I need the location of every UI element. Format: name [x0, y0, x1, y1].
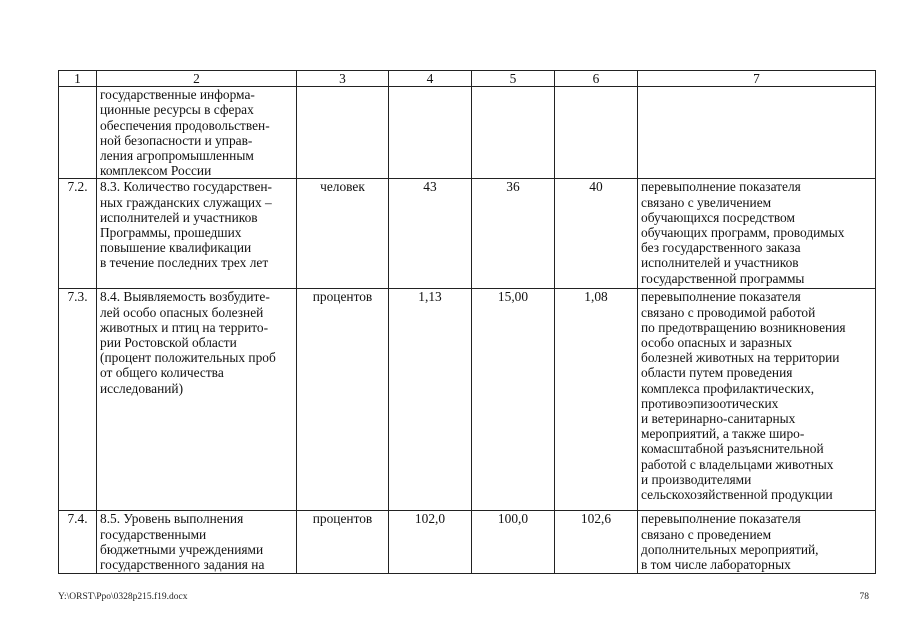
table-row	[59, 87, 876, 179]
unit-cell	[297, 87, 389, 179]
footer-file-path: Y:\ORST\Ppo\0328p215.f19.docx	[58, 592, 188, 602]
value-col-4: 43	[389, 179, 472, 289]
note-cell: перевыполнение показателя связано с увеличением обучающихся посредством обучающих программ, проводимых без государственного заказа исполнителей и участников государственной программы	[638, 179, 876, 289]
unit-cell: процентов	[297, 289, 389, 511]
value-col-5: 36	[472, 179, 555, 289]
row-number	[59, 87, 97, 179]
value-col-5: 100,0	[472, 511, 555, 574]
value-col-6: 40	[555, 179, 638, 289]
table-header-row	[59, 71, 876, 87]
indicators-table	[58, 70, 876, 574]
header-col-5: 5	[472, 71, 555, 87]
note-cell	[638, 87, 876, 179]
value-col-5: 15,00	[472, 289, 555, 511]
header-col-7: 7	[638, 71, 876, 87]
row-number: 7.4.	[59, 511, 97, 574]
indicator-name: 8.3. Количество государствен- ных гражданских служащих – исполнителей и участников Программы, прошедших повышение квалификации в течение последних трех лет	[97, 179, 297, 289]
header-col-6: 6	[555, 71, 638, 87]
value-col-4: 1,13	[389, 289, 472, 511]
header-col-2: 2	[97, 71, 297, 87]
value-col-6	[555, 87, 638, 179]
row-number: 7.3.	[59, 289, 97, 511]
unit-cell: процентов	[297, 511, 389, 574]
table-row	[59, 511, 876, 574]
table-row	[59, 289, 876, 511]
row-number: 7.2.	[59, 179, 97, 289]
note-cell: перевыполнение показателя связано с проведением дополнительных мероприятий, в том числе лабораторных	[638, 511, 876, 574]
page-number: 78	[859, 592, 869, 602]
indicator-name: 8.5. Уровень выполнения государственными бюджетными учреждениями государственного задания на	[97, 511, 297, 574]
indicator-name: 8.4. Выявляемость возбудите- лей особо опасных болезней животных и птиц на террито- рии Ростовской области (процент положительных проб от общего количества исследований)	[97, 289, 297, 511]
indicator-name: государственные информа- ционные ресурсы в сферах обеспечения продовольствен- ной безопасности и управ- ления агропромышленным комплексом России	[97, 87, 297, 179]
header-col-3: 3	[297, 71, 389, 87]
value-col-6: 102,6	[555, 511, 638, 574]
header-col-4: 4	[389, 71, 472, 87]
header-col-1: 1	[59, 71, 97, 87]
value-col-5	[472, 87, 555, 179]
unit-cell: человек	[297, 179, 389, 289]
value-col-4: 102,0	[389, 511, 472, 574]
table-row	[59, 179, 876, 289]
note-cell: перевыполнение показателя связано с проводимой работой по предотвращению возникновения особо опасных и заразных болезней животных на территории области путем проведения комплекса профилактических, противоэпизоотических и ветеринарно-санитарных мероприятий, а также широ- комасштабной разъяснительной работой с владельцами животных и производителями сельскохозяйственной продукции	[638, 289, 876, 511]
value-col-6: 1,08	[555, 289, 638, 511]
value-col-4	[389, 87, 472, 179]
